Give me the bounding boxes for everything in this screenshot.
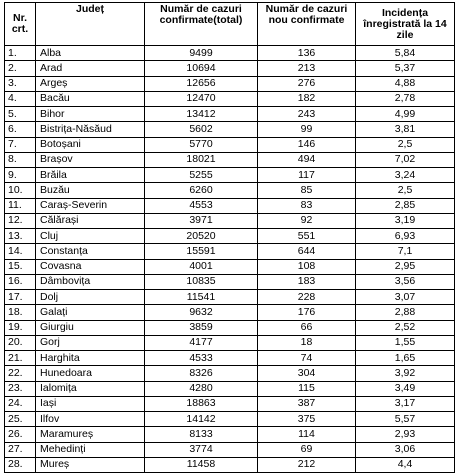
row-number: 12. bbox=[5, 213, 36, 228]
total-cases: 18021 bbox=[145, 152, 258, 167]
total-cases: 12656 bbox=[145, 76, 258, 91]
county-name: Mehedinți bbox=[36, 442, 145, 457]
county-name: Alba bbox=[36, 46, 145, 61]
table-row bbox=[5, 351, 455, 366]
covid-county-table bbox=[4, 2, 455, 473]
total-cases: 13412 bbox=[145, 107, 258, 122]
incidence-14-days: 3,49 bbox=[356, 381, 455, 396]
total-cases: 8133 bbox=[145, 427, 258, 442]
total-cases: 4553 bbox=[145, 198, 258, 213]
row-number: 22. bbox=[5, 366, 36, 381]
county-name: Mureș bbox=[36, 457, 145, 472]
row-number: 15. bbox=[5, 259, 36, 274]
total-cases: 3971 bbox=[145, 213, 258, 228]
new-cases: 146 bbox=[258, 137, 356, 152]
incidence-14-days: 7,1 bbox=[356, 244, 455, 259]
new-cases: 99 bbox=[258, 122, 356, 137]
new-cases: 494 bbox=[258, 152, 356, 167]
new-cases: 304 bbox=[258, 366, 356, 381]
incidence-14-days: 4,4 bbox=[356, 457, 455, 472]
table-row bbox=[5, 198, 455, 213]
table-row bbox=[5, 412, 455, 427]
table-row bbox=[5, 320, 455, 335]
new-cases: 18 bbox=[258, 335, 356, 350]
total-cases: 3859 bbox=[145, 320, 258, 335]
new-cases: 243 bbox=[258, 107, 356, 122]
table-row bbox=[5, 183, 455, 198]
county-name: Arad bbox=[36, 61, 145, 76]
row-number: 14. bbox=[5, 244, 36, 259]
incidence-14-days: 7,02 bbox=[356, 152, 455, 167]
new-cases: 212 bbox=[258, 457, 356, 472]
header-judet: Județ bbox=[36, 3, 145, 46]
table-row bbox=[5, 152, 455, 167]
row-number: 3. bbox=[5, 76, 36, 91]
new-cases: 74 bbox=[258, 351, 356, 366]
incidence-14-days: 5,84 bbox=[356, 46, 455, 61]
new-cases: 387 bbox=[258, 396, 356, 411]
row-number: 11. bbox=[5, 198, 36, 213]
table-row bbox=[5, 259, 455, 274]
county-name: Brăila bbox=[36, 168, 145, 183]
county-name: Iași bbox=[36, 396, 145, 411]
incidence-14-days: 3,56 bbox=[356, 274, 455, 289]
row-number: 23. bbox=[5, 381, 36, 396]
row-number: 19. bbox=[5, 320, 36, 335]
total-cases: 5770 bbox=[145, 137, 258, 152]
row-number: 17. bbox=[5, 290, 36, 305]
county-name: Maramureș bbox=[36, 427, 145, 442]
county-name: Călărași bbox=[36, 213, 145, 228]
table-row bbox=[5, 91, 455, 106]
total-cases: 14142 bbox=[145, 412, 258, 427]
incidence-14-days: 2,85 bbox=[356, 198, 455, 213]
total-cases: 6260 bbox=[145, 183, 258, 198]
table-row bbox=[5, 137, 455, 152]
header-noi: Număr de cazuri nou confirmate bbox=[258, 3, 356, 46]
county-name: Ialomița bbox=[36, 381, 145, 396]
table-header bbox=[5, 3, 455, 46]
row-number: 9. bbox=[5, 168, 36, 183]
new-cases: 644 bbox=[258, 244, 356, 259]
table-row bbox=[5, 168, 455, 183]
table-body bbox=[5, 46, 455, 473]
row-number: 28. bbox=[5, 457, 36, 472]
table-row bbox=[5, 442, 455, 457]
new-cases: 85 bbox=[258, 183, 356, 198]
total-cases: 18863 bbox=[145, 396, 258, 411]
table-row bbox=[5, 305, 455, 320]
new-cases: 66 bbox=[258, 320, 356, 335]
total-cases: 20520 bbox=[145, 229, 258, 244]
row-number: 10. bbox=[5, 183, 36, 198]
incidence-14-days: 2,88 bbox=[356, 305, 455, 320]
total-cases: 4280 bbox=[145, 381, 258, 396]
incidence-14-days: 5,57 bbox=[356, 412, 455, 427]
total-cases: 9499 bbox=[145, 46, 258, 61]
county-name: Dolj bbox=[36, 290, 145, 305]
new-cases: 228 bbox=[258, 290, 356, 305]
incidence-14-days: 3,19 bbox=[356, 213, 455, 228]
row-number: 5. bbox=[5, 107, 36, 122]
total-cases: 3774 bbox=[145, 442, 258, 457]
county-name: Giurgiu bbox=[36, 320, 145, 335]
incidence-14-days: 2,5 bbox=[356, 137, 455, 152]
new-cases: 114 bbox=[258, 427, 356, 442]
row-number: 26. bbox=[5, 427, 36, 442]
county-name: Constanța bbox=[36, 244, 145, 259]
header-total: Număr de cazuri confirmate(total) bbox=[145, 3, 258, 46]
table-row bbox=[5, 213, 455, 228]
total-cases: 8326 bbox=[145, 366, 258, 381]
incidence-14-days: 3,24 bbox=[356, 168, 455, 183]
incidence-14-days: 2,5 bbox=[356, 183, 455, 198]
new-cases: 117 bbox=[258, 168, 356, 183]
table-row bbox=[5, 427, 455, 442]
county-name: Buzău bbox=[36, 183, 145, 198]
table-row bbox=[5, 335, 455, 350]
incidence-14-days: 6,93 bbox=[356, 229, 455, 244]
row-number: 13. bbox=[5, 229, 36, 244]
total-cases: 10835 bbox=[145, 274, 258, 289]
table-row bbox=[5, 61, 455, 76]
row-number: 2. bbox=[5, 61, 36, 76]
county-name: Argeș bbox=[36, 76, 145, 91]
incidence-14-days: 2,93 bbox=[356, 427, 455, 442]
table-row bbox=[5, 290, 455, 305]
county-name: Gorj bbox=[36, 335, 145, 350]
county-name: Cluj bbox=[36, 229, 145, 244]
incidence-14-days: 2,78 bbox=[356, 91, 455, 106]
table-row bbox=[5, 244, 455, 259]
total-cases: 5602 bbox=[145, 122, 258, 137]
row-number: 16. bbox=[5, 274, 36, 289]
table-row bbox=[5, 46, 455, 61]
table-row bbox=[5, 107, 455, 122]
table-row bbox=[5, 229, 455, 244]
new-cases: 69 bbox=[258, 442, 356, 457]
total-cases: 4177 bbox=[145, 335, 258, 350]
incidence-14-days: 4,99 bbox=[356, 107, 455, 122]
total-cases: 15591 bbox=[145, 244, 258, 259]
incidence-14-days: 2,52 bbox=[356, 320, 455, 335]
total-cases: 11541 bbox=[145, 290, 258, 305]
row-number: 6. bbox=[5, 122, 36, 137]
row-number: 21. bbox=[5, 351, 36, 366]
row-number: 8. bbox=[5, 152, 36, 167]
county-name: Dâmbovița bbox=[36, 274, 145, 289]
county-name: Ilfov bbox=[36, 412, 145, 427]
header-nr: Nr. crt. bbox=[5, 3, 36, 46]
county-name: Harghita bbox=[36, 351, 145, 366]
county-name: Bistrița-Năsăud bbox=[36, 122, 145, 137]
total-cases: 11458 bbox=[145, 457, 258, 472]
row-number: 18. bbox=[5, 305, 36, 320]
new-cases: 182 bbox=[258, 91, 356, 106]
row-number: 4. bbox=[5, 91, 36, 106]
row-number: 27. bbox=[5, 442, 36, 457]
new-cases: 276 bbox=[258, 76, 356, 91]
table-row bbox=[5, 381, 455, 396]
new-cases: 136 bbox=[258, 46, 356, 61]
total-cases: 4533 bbox=[145, 351, 258, 366]
incidence-14-days: 3,17 bbox=[356, 396, 455, 411]
county-name: Brașov bbox=[36, 152, 145, 167]
incidence-14-days: 4,88 bbox=[356, 76, 455, 91]
row-number: 1. bbox=[5, 46, 36, 61]
new-cases: 92 bbox=[258, 213, 356, 228]
incidence-14-days: 3,92 bbox=[356, 366, 455, 381]
new-cases: 183 bbox=[258, 274, 356, 289]
county-name: Bacău bbox=[36, 91, 145, 106]
county-name: Galați bbox=[36, 305, 145, 320]
new-cases: 551 bbox=[258, 229, 356, 244]
total-cases: 4001 bbox=[145, 259, 258, 274]
row-number: 7. bbox=[5, 137, 36, 152]
new-cases: 375 bbox=[258, 412, 356, 427]
total-cases: 10694 bbox=[145, 61, 258, 76]
row-number: 25. bbox=[5, 412, 36, 427]
total-cases: 5255 bbox=[145, 168, 258, 183]
table-row bbox=[5, 122, 455, 137]
row-number: 24. bbox=[5, 396, 36, 411]
incidence-14-days: 5,37 bbox=[356, 61, 455, 76]
table-row bbox=[5, 274, 455, 289]
incidence-14-days: 3,81 bbox=[356, 122, 455, 137]
incidence-14-days: 3,06 bbox=[356, 442, 455, 457]
row-number: 20. bbox=[5, 335, 36, 350]
total-cases: 9632 bbox=[145, 305, 258, 320]
new-cases: 213 bbox=[258, 61, 356, 76]
incidence-14-days: 2,95 bbox=[356, 259, 455, 274]
header-row bbox=[5, 3, 455, 46]
county-name: Covasna bbox=[36, 259, 145, 274]
new-cases: 83 bbox=[258, 198, 356, 213]
county-name: Caraș-Severin bbox=[36, 198, 145, 213]
table-row bbox=[5, 366, 455, 381]
county-name: Botoșani bbox=[36, 137, 145, 152]
incidence-14-days: 3,07 bbox=[356, 290, 455, 305]
new-cases: 176 bbox=[258, 305, 356, 320]
new-cases: 108 bbox=[258, 259, 356, 274]
new-cases: 115 bbox=[258, 381, 356, 396]
county-name: Hunedoara bbox=[36, 366, 145, 381]
table-row bbox=[5, 76, 455, 91]
total-cases: 12470 bbox=[145, 91, 258, 106]
county-name: Bihor bbox=[36, 107, 145, 122]
table-row bbox=[5, 457, 455, 472]
header-incidenta: Incidența înregistrată la 14 zile bbox=[356, 3, 455, 46]
table-row bbox=[5, 396, 455, 411]
incidence-14-days: 1,55 bbox=[356, 335, 455, 350]
incidence-14-days: 1,65 bbox=[356, 351, 455, 366]
